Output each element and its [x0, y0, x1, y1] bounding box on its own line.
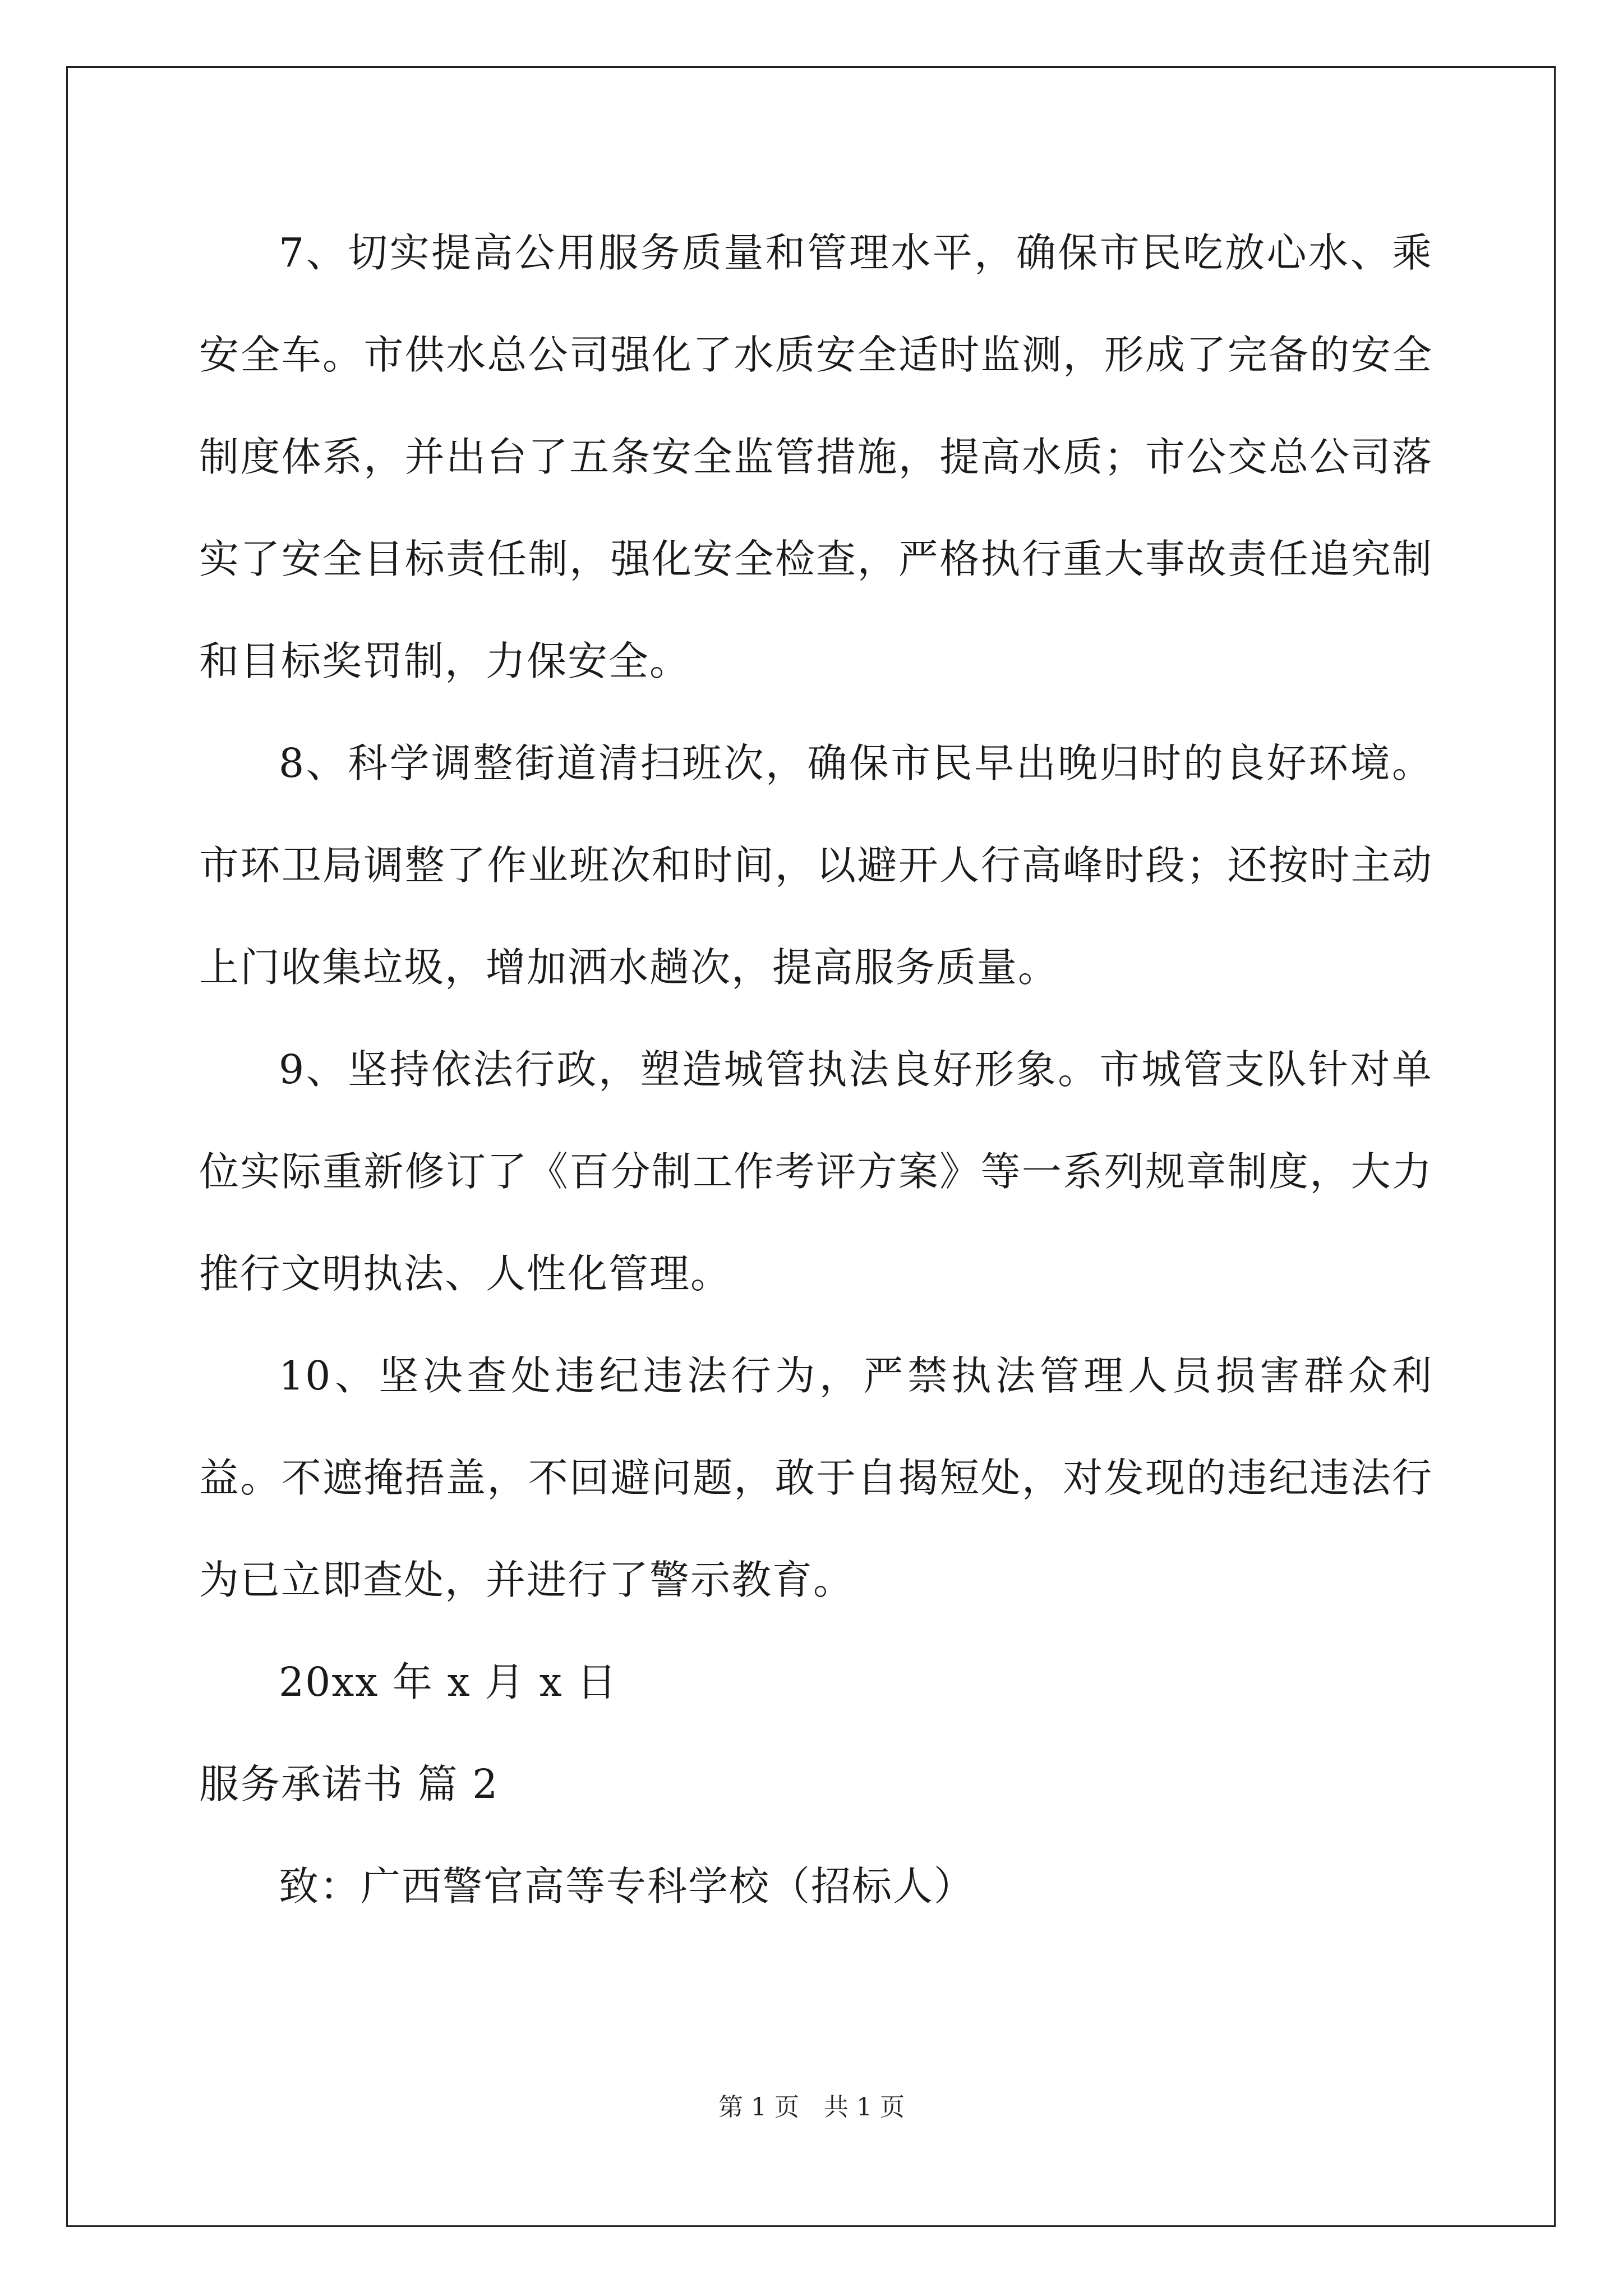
document-body [199, 202, 1433, 1938]
paragraph-item-9: 9、坚持依法行政，塑造城管执法良好形象。市城管支队针对单位实际重新修订了《百分制工作考评方案》等一系列规章制度，大力推行文明执法、人性化管理。 [199, 1046, 1433, 1297]
date-line: 20xx 年 x 月 x 日 [279, 1659, 618, 1705]
paragraph-item-10: 10、坚决查处违纪违法行为，严禁执法管理人员损害群众利益。不遮掩捂盖，不回避问题，敢于自揭短处，对发现的违纪违法行为已立即查处，并进行了警示教育。 [199, 1352, 1433, 1603]
section-heading: 服务承诺书 篇 2 [199, 1761, 499, 1807]
addressee-line: 致：广西警官高等专科学校（招标人） [279, 1863, 975, 1910]
paragraph-item-7: 7、切实提高公用服务质量和管理水平，确保市民吃放心水、乘安全车。市供水总公司强化了水质安全适时监测，形成了完备的安全制度体系，并出台了五条安全监管措施，提高水质；市公交总公司落实了安全目标责任制，强化安全检查，严格执行重大事故责任追究制和目标奖罚制，力保安全。 [199, 229, 1433, 684]
page-number: 第 1 页 共 1 页 [718, 2093, 905, 2122]
page-footer [0, 2087, 1623, 2123]
paragraph-item-8: 8、科学调整街道清扫班次，确保市民早出晚归时的良好环境。市环卫局调整了作业班次和时间，以避开人行高峰时段；还按时主动上门收集垃圾，增加洒水趟次，提高服务质量。 [199, 740, 1433, 991]
